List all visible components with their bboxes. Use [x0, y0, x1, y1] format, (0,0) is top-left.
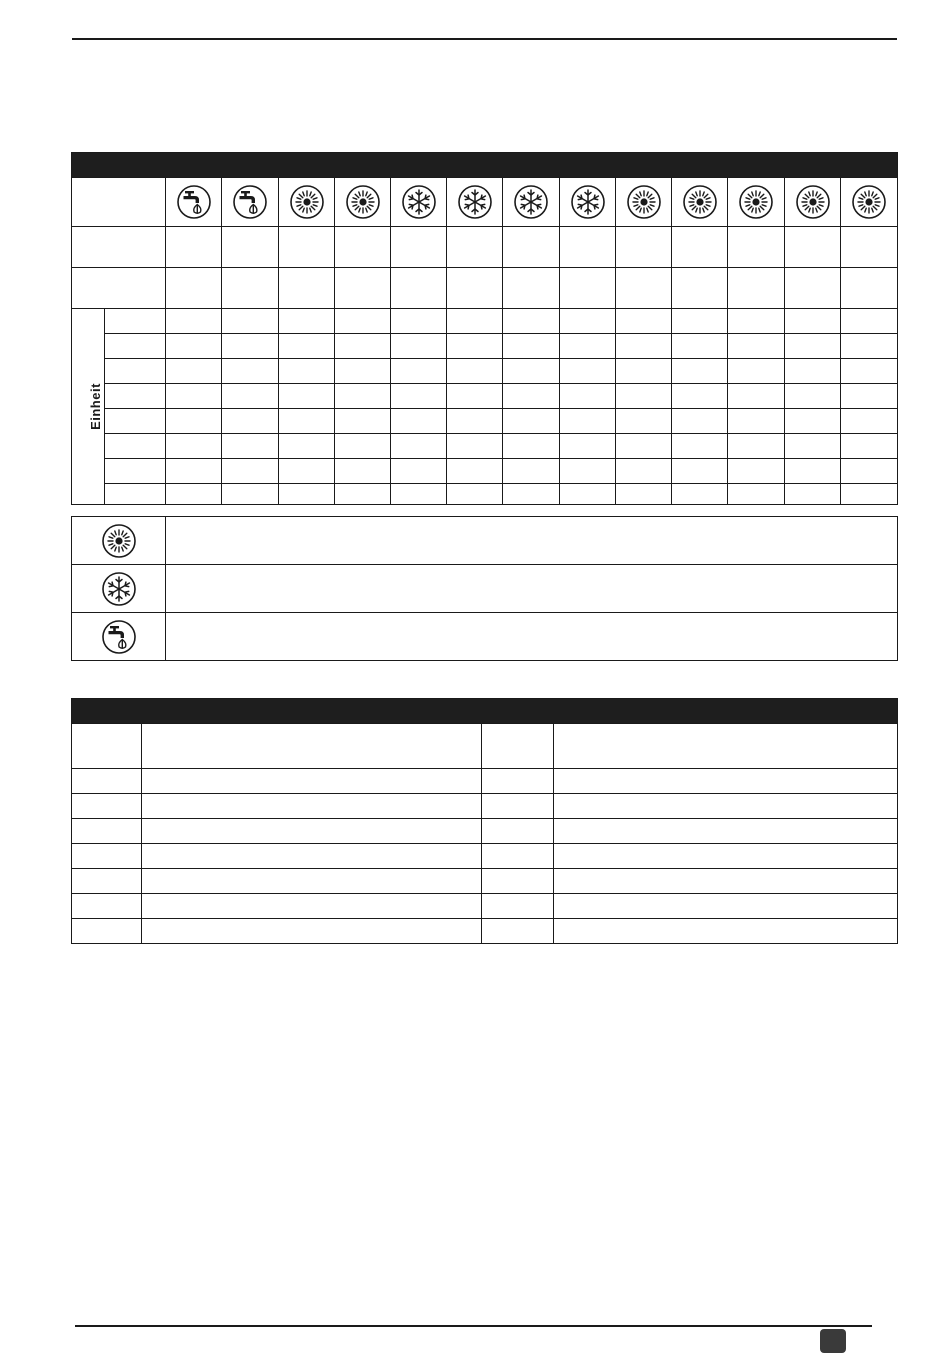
- table2-row: [72, 769, 898, 794]
- row-label-cell: [72, 268, 166, 309]
- mode-cell: [560, 178, 616, 227]
- data-cell: [785, 459, 841, 484]
- snowflake-icon: [101, 571, 137, 607]
- data-cell: [503, 434, 560, 459]
- performance-table: [71, 152, 898, 505]
- description-cell: [142, 769, 482, 794]
- data-cell: [785, 484, 841, 505]
- sun-icon: [738, 184, 774, 220]
- data-cell: [166, 384, 222, 409]
- top-rule: [72, 38, 897, 40]
- tap-icon: [232, 184, 268, 220]
- unit-label-cell: [105, 309, 166, 334]
- data-cell: [560, 459, 616, 484]
- data-cell: [447, 384, 503, 409]
- data-cell: [391, 484, 447, 505]
- data-cell: [335, 309, 391, 334]
- data-cell: [391, 434, 447, 459]
- data-cell: [447, 434, 503, 459]
- data-cell: [672, 434, 728, 459]
- data-cell: [728, 268, 785, 309]
- sun-icon: [101, 523, 137, 559]
- code-cell: [482, 769, 554, 794]
- legend-row: [72, 517, 898, 565]
- data-cell: [279, 268, 335, 309]
- data-cell: [672, 484, 728, 505]
- unit-row: [72, 434, 898, 459]
- data-cell: [560, 434, 616, 459]
- data-cell: [279, 434, 335, 459]
- data-cell: [785, 227, 841, 268]
- data-cell: [841, 359, 898, 384]
- data-cell: [672, 359, 728, 384]
- data-cell: [560, 384, 616, 409]
- unit-label-cell: [105, 334, 166, 359]
- data-cell: [279, 309, 335, 334]
- mode-cell: [672, 178, 728, 227]
- legend-table: [71, 516, 898, 661]
- unit-label-cell: [105, 384, 166, 409]
- data-cell: [279, 484, 335, 505]
- data-cell: [503, 227, 560, 268]
- data-cell: [728, 227, 785, 268]
- data-cell: [222, 227, 279, 268]
- data-cell: [447, 309, 503, 334]
- data-cell: [335, 459, 391, 484]
- unit-label-cell: [105, 459, 166, 484]
- data-cell: [616, 334, 672, 359]
- data-cell: [279, 384, 335, 409]
- data-cell: [335, 484, 391, 505]
- data-cell: [672, 309, 728, 334]
- data-cell: [560, 309, 616, 334]
- data-cell: [335, 268, 391, 309]
- unit-label-cell: [105, 484, 166, 505]
- row-label-cell: [72, 227, 166, 268]
- mode-cell: [166, 178, 222, 227]
- table2-header-bar: [72, 699, 898, 724]
- code-cell: [72, 869, 142, 894]
- table1-row: [72, 268, 898, 309]
- data-cell: [672, 334, 728, 359]
- mode-cell: [616, 178, 672, 227]
- data-cell: [335, 434, 391, 459]
- bottom-rule: [75, 1325, 872, 1327]
- code-cell: [482, 819, 554, 844]
- code-cell: [482, 869, 554, 894]
- mode-cell: [785, 178, 841, 227]
- snowflake-icon: [570, 184, 606, 220]
- unit-row: [72, 459, 898, 484]
- table2-row: [72, 894, 898, 919]
- data-cell: [503, 484, 560, 505]
- table2-row: [72, 819, 898, 844]
- unit-row: [72, 409, 898, 434]
- data-cell: [672, 409, 728, 434]
- description-cell: [554, 794, 898, 819]
- data-cell: [166, 484, 222, 505]
- data-cell: [785, 268, 841, 309]
- data-cell: [560, 268, 616, 309]
- data-cell: [672, 459, 728, 484]
- unit-row: [72, 309, 898, 334]
- data-cell: [166, 409, 222, 434]
- data-cell: [728, 434, 785, 459]
- data-cell: [503, 334, 560, 359]
- data-cell: [503, 268, 560, 309]
- code-cell: [72, 894, 142, 919]
- data-cell: [841, 309, 898, 334]
- code-cell: [482, 844, 554, 869]
- table2-row: [72, 869, 898, 894]
- data-cell: [335, 227, 391, 268]
- data-cell: [616, 227, 672, 268]
- data-cell: [222, 334, 279, 359]
- snowflake-icon: [401, 184, 437, 220]
- unit-group-label: Einheit: [87, 382, 103, 430]
- data-cell: [616, 484, 672, 505]
- data-cell: [841, 484, 898, 505]
- data-cell: [391, 459, 447, 484]
- data-cell: [447, 268, 503, 309]
- table1-header-bar: [72, 153, 898, 178]
- data-cell: [447, 334, 503, 359]
- unit-group-cell: [72, 309, 105, 505]
- mode-cell: [503, 178, 560, 227]
- language-badge: [820, 1329, 846, 1353]
- data-cell: [560, 359, 616, 384]
- sun-icon: [289, 184, 325, 220]
- data-cell: [503, 459, 560, 484]
- data-cell: [166, 359, 222, 384]
- description-cell: [554, 919, 898, 944]
- data-cell: [616, 409, 672, 434]
- data-cell: [728, 359, 785, 384]
- description-cell: [142, 794, 482, 819]
- data-cell: [335, 334, 391, 359]
- data-cell: [166, 268, 222, 309]
- data-cell: [391, 334, 447, 359]
- description-cell: [554, 894, 898, 919]
- data-cell: [785, 334, 841, 359]
- data-cell: [785, 434, 841, 459]
- data-cell: [279, 409, 335, 434]
- description-cell: [554, 819, 898, 844]
- data-cell: [728, 309, 785, 334]
- data-cell: [279, 459, 335, 484]
- data-cell: [841, 227, 898, 268]
- data-cell: [335, 359, 391, 384]
- data-cell: [728, 409, 785, 434]
- data-cell: [841, 384, 898, 409]
- data-cell: [166, 334, 222, 359]
- data-cell: [841, 459, 898, 484]
- description-cell: [142, 724, 482, 769]
- data-cell: [391, 359, 447, 384]
- code-cell: [72, 919, 142, 944]
- data-cell: [841, 268, 898, 309]
- data-cell: [447, 459, 503, 484]
- snowflake-icon: [457, 184, 493, 220]
- table2-row: [72, 724, 898, 769]
- data-cell: [222, 409, 279, 434]
- data-cell: [503, 359, 560, 384]
- legend-row: [72, 565, 898, 613]
- data-cell: [841, 334, 898, 359]
- sun-icon: [682, 184, 718, 220]
- row-label-cell: [72, 178, 166, 227]
- data-cell: [841, 409, 898, 434]
- data-cell: [728, 459, 785, 484]
- description-cell: [142, 844, 482, 869]
- unit-label-cell: [105, 409, 166, 434]
- data-cell: [672, 268, 728, 309]
- description-cell: [142, 919, 482, 944]
- table2-row: [72, 919, 898, 944]
- description-cell: [554, 769, 898, 794]
- data-cell: [728, 334, 785, 359]
- data-cell: [166, 227, 222, 268]
- data-cell: [447, 359, 503, 384]
- data-cell: [616, 268, 672, 309]
- data-cell: [728, 384, 785, 409]
- code-cell: [482, 919, 554, 944]
- legend-icon-cell: [72, 613, 166, 661]
- data-cell: [279, 359, 335, 384]
- description-cell: [554, 844, 898, 869]
- data-cell: [447, 227, 503, 268]
- data-cell: [391, 384, 447, 409]
- mode-cell: [279, 178, 335, 227]
- code-cell: [482, 894, 554, 919]
- data-cell: [841, 434, 898, 459]
- data-cell: [672, 227, 728, 268]
- data-cell: [166, 434, 222, 459]
- data-cell: [222, 384, 279, 409]
- table2-row: [72, 794, 898, 819]
- data-cell: [391, 409, 447, 434]
- data-cell: [785, 409, 841, 434]
- legend-text-cell: [166, 517, 898, 565]
- unit-label-cell: [105, 359, 166, 384]
- data-cell: [222, 359, 279, 384]
- data-cell: [166, 459, 222, 484]
- description-cell: [142, 869, 482, 894]
- data-cell: [222, 459, 279, 484]
- data-cell: [728, 484, 785, 505]
- unit-row: [72, 484, 898, 505]
- tap-icon: [176, 184, 212, 220]
- data-cell: [391, 309, 447, 334]
- code-cell: [482, 794, 554, 819]
- data-cell: [222, 268, 279, 309]
- table2-row: [72, 844, 898, 869]
- data-cell: [222, 309, 279, 334]
- data-cell: [503, 309, 560, 334]
- data-cell: [785, 384, 841, 409]
- data-cell: [560, 484, 616, 505]
- data-cell: [447, 409, 503, 434]
- code-cell: [72, 819, 142, 844]
- table1-icon-row: [72, 178, 898, 227]
- data-cell: [503, 384, 560, 409]
- data-cell: [222, 434, 279, 459]
- code-cell: [72, 724, 142, 769]
- data-cell: [503, 409, 560, 434]
- data-cell: [672, 384, 728, 409]
- data-cell: [335, 409, 391, 434]
- data-cell: [447, 484, 503, 505]
- snowflake-icon: [513, 184, 549, 220]
- legend-icon-cell: [72, 517, 166, 565]
- data-table-2: [71, 698, 898, 944]
- unit-row: [72, 359, 898, 384]
- mode-cell: [335, 178, 391, 227]
- data-cell: [785, 359, 841, 384]
- data-cell: [166, 309, 222, 334]
- mode-cell: [841, 178, 898, 227]
- unit-row: [72, 384, 898, 409]
- unit-label-cell: [105, 434, 166, 459]
- data-cell: [560, 409, 616, 434]
- code-cell: [72, 769, 142, 794]
- sun-icon: [345, 184, 381, 220]
- code-cell: [72, 794, 142, 819]
- data-cell: [616, 384, 672, 409]
- legend-text-cell: [166, 613, 898, 661]
- data-cell: [616, 359, 672, 384]
- description-cell: [554, 724, 898, 769]
- data-cell: [279, 334, 335, 359]
- data-cell: [785, 309, 841, 334]
- description-cell: [554, 869, 898, 894]
- mode-cell: [391, 178, 447, 227]
- data-cell: [560, 334, 616, 359]
- data-cell: [391, 227, 447, 268]
- mode-cell: [447, 178, 503, 227]
- unit-row: [72, 334, 898, 359]
- mode-cell: [222, 178, 279, 227]
- code-cell: [482, 724, 554, 769]
- sun-icon: [626, 184, 662, 220]
- data-cell: [335, 384, 391, 409]
- data-cell: [560, 227, 616, 268]
- data-cell: [279, 227, 335, 268]
- data-cell: [616, 459, 672, 484]
- legend-icon-cell: [72, 565, 166, 613]
- data-cell: [222, 484, 279, 505]
- sun-icon: [795, 184, 831, 220]
- legend-row: [72, 613, 898, 661]
- tap-icon: [101, 619, 137, 655]
- legend-text-cell: [166, 565, 898, 613]
- sun-icon: [851, 184, 887, 220]
- data-cell: [616, 309, 672, 334]
- data-cell: [391, 268, 447, 309]
- code-cell: [72, 844, 142, 869]
- data-cell: [616, 434, 672, 459]
- description-cell: [142, 894, 482, 919]
- description-cell: [142, 819, 482, 844]
- table1-row: [72, 227, 898, 268]
- mode-cell: [728, 178, 785, 227]
